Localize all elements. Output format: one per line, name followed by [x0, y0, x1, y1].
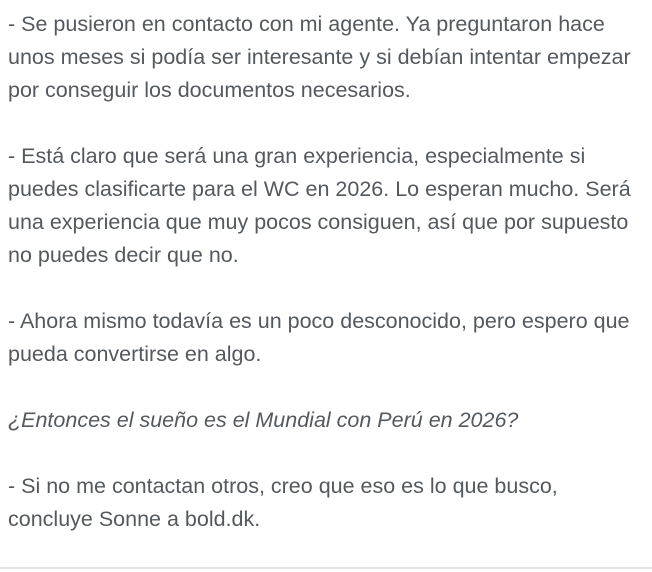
answer-paragraph-2: - Está claro que será una gran experiencia, especialmente si puedes clasificarte para el WC en 2026. Lo esperan mucho. Será una experiencia que muy pocos consiguen, así que por supuesto no puedes decir que no. [8, 144, 631, 267]
answer-paragraph-4: - Si no me contactan otros, creo que eso es lo que busco, concluye Sonne a bold.dk. [8, 474, 558, 531]
answer-paragraph-3: - Ahora mismo todavía es un poco desconocido, pero espero que pueda convertirse en algo. [8, 309, 630, 366]
bottom-divider [0, 567, 652, 569]
interviewer-question: ¿Entonces el sueño es el Mundial con Perú en 2026? [8, 408, 519, 432]
answer-paragraph-1: - Se pusieron en contacto con mi agente. Ya preguntaron hace unos meses si podía ser interesante y si debían intentar empezar por conseguir los documentos necesarios. [8, 12, 631, 102]
